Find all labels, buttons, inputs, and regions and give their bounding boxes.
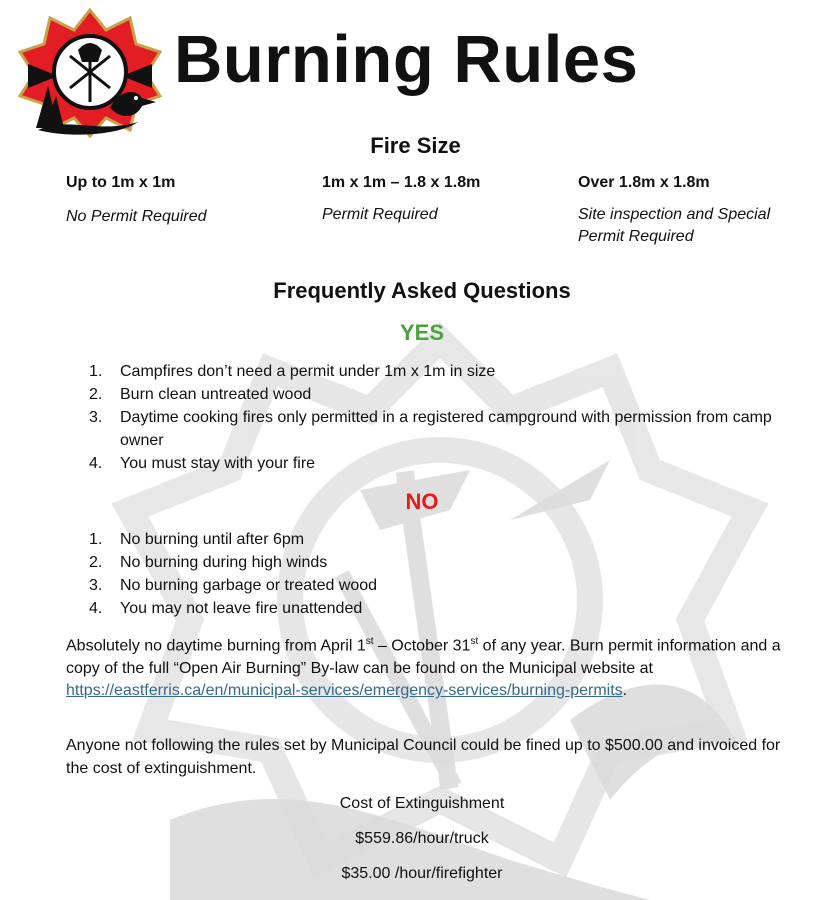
fire-size-label: 1m x 1m – 1.8 x 1.8m (322, 174, 481, 191)
list-item: 2. Burn clean untreated wood (89, 386, 312, 403)
fire-size-column-medium (322, 174, 552, 226)
permit-requirement: No Permit Required (66, 208, 207, 225)
no-heading: NO (405, 489, 439, 514)
fire-size-heading: Fire Size (370, 133, 461, 158)
truck-cost: $559.86/hour/truck (355, 830, 489, 847)
list-item: 4. You may not leave fire unattended (89, 600, 363, 617)
no-list (89, 528, 789, 620)
faq-heading: Frequently Asked Questions (273, 278, 571, 303)
yes-heading: YES (399, 320, 445, 345)
fire-department-logo-icon (18, 6, 163, 138)
list-item: 1. No burning until after 6pm (89, 531, 305, 548)
burning-season-notice: Absolutely no daytime burning from April 1st – October 31st of any year. Burn permit information and a copy of the full “Open Air Burning” By-law can be found on the Municipal website at https://eastferris.ca/en/municipal-services/emergency-services/burning-permits. (66, 636, 781, 700)
fine-notice: Anyone not following the rules set by Municipal Council could be fined up to $500.00 and invoiced for the cost of extinguishment. (66, 737, 781, 777)
yes-list (89, 360, 789, 475)
fire-size-column-small (66, 174, 296, 228)
permit-requirement: Permit Required (322, 206, 438, 223)
burn-permit-link[interactable]: https://eastferris.ca/en/municipal-services/emergency-services/burning-permits (66, 682, 623, 700)
fire-size-column-large (578, 174, 808, 248)
list-item: 1. Campfires don’t need a permit under 1m x 1m in size (89, 363, 496, 380)
list-item: 2. No burning during high winds (89, 554, 328, 571)
list-item: 3. Daytime cooking fires only permitted in a registered campground with permission from camp owner (89, 409, 772, 449)
cost-heading: Cost of Extinguishment (339, 795, 505, 812)
list-item: 4. You must stay with your fire (89, 455, 316, 472)
permit-requirement: Site inspection and Special Permit Required (578, 206, 771, 245)
fire-size-label: Over 1.8m x 1.8m (578, 174, 710, 191)
page-title: Burning Rules (174, 22, 639, 97)
list-item: 3. No burning garbage or treated wood (89, 577, 378, 594)
fire-size-label: Up to 1m x 1m (66, 174, 176, 191)
firefighter-cost: $35.00 /hour/firefighter (341, 865, 503, 882)
